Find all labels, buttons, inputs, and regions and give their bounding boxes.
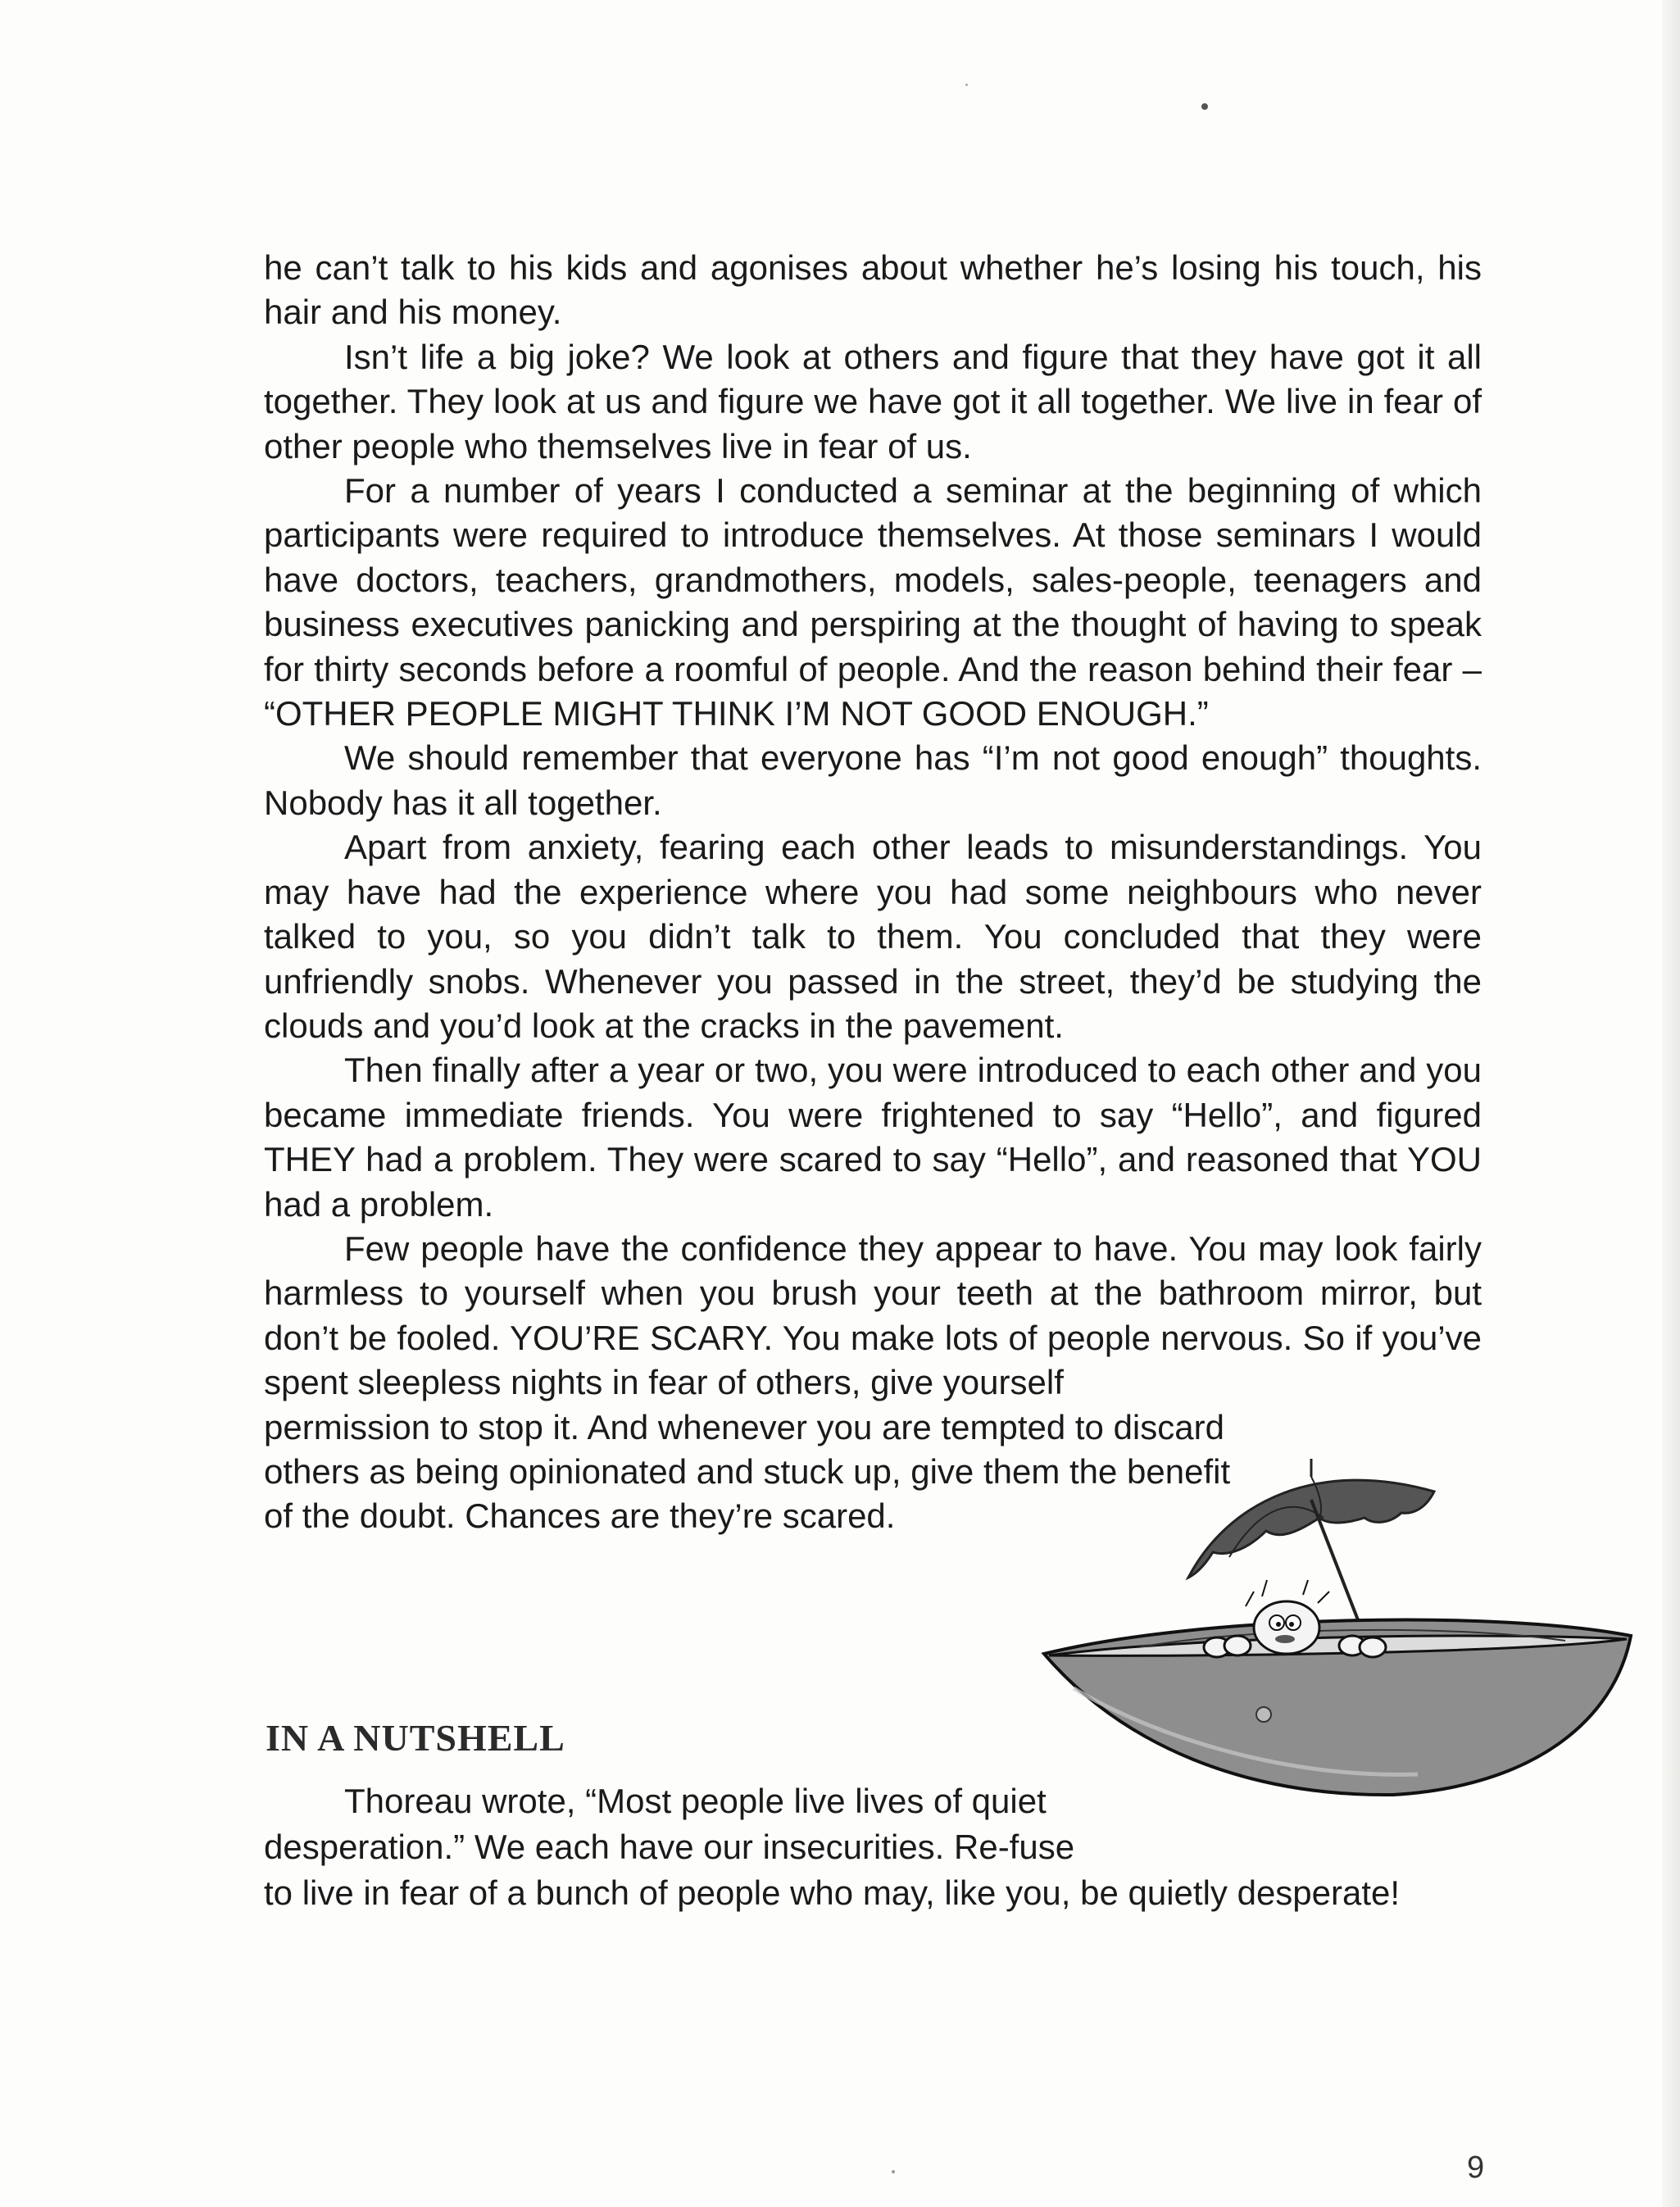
page-edge-shadow [1662,0,1680,2207]
scan-speck [965,84,968,86]
shell-bowl [1044,1620,1631,1796]
paragraph: permission to stop it. And whenever you are tempted to discard others as being opinionated and stuck up, give them the benefit of the doubt. Chances are they’re scared. [264,1407,1231,1536]
nutshell-umbrella-icon [1041,1442,1647,1869]
body-text [264,246,1482,1539]
nutshell-paragraph: Thoreau wrote, “Most people live lives of quiet desperation.” We each have our insecurities. Re-fuse to live in fear of a bunch of people who may, like you, be quietly desperate! [264,1782,1401,1912]
scan-speck [892,2170,895,2173]
paragraph: For a number of years I conducted a seminar at the beginning of which participants were required to introduce themselves. At those seminars I would have doctors, teachers, grandmothers, models, sales-people, teenagers and business executives panicking and perspiring at the thought of having to speak for thirty seconds before a roomful of people. And the reason behind their fear – “OTHER PEOPLE MIGHT THINK I’M NOT GOOD ENOUGH.” [264,471,1482,733]
page-number: 9 [1467,2150,1485,2185]
paragraph: he can’t talk to his kids and agonises about whether he’s losing his touch, his hair and his money. [264,248,1482,332]
paragraph: Then finally after a year or two, you were introduced to each other and you became immediate friends. You were frightened to say “Hello”, and figured THEY had a problem. They were scared to say “Hello”, and reasoned that YOU had a problem. [264,1051,1482,1224]
paragraph: Apart from anxiety, fearing each other leads to misunderstandings. You may have had the experience where you had some neighbours who never talked to you, so you didn’t talk to them. You concluded that they were unfriendly snobs. Whenever you passed in the street, they’d be studying the clouds and you’d look at the cracks in the pavement. [264,828,1482,1045]
paragraph: We should remember that everyone has “I’m not good enough” thoughts. Nobody has it all together. [264,738,1482,822]
paragraph: Few people have the confidence they appear to have. You may look fairly harmless to yourself when you brush your teeth at the bathroom mirror, but don’t be fooled. YOU’RE SCARY. You make lots of people nervous. So if you’ve spent sleepless nights in fear of others, give yourself [264,1228,1482,1402]
section-heading: IN A NUTSHELL [266,1717,565,1759]
paragraph: Isn’t life a big joke? We look at others and figure that they have got it all together. They look at us and figure we have got it all together. We live in fear of other people who themselves live in fear of us. [264,337,1482,465]
scan-speck [1201,103,1208,110]
